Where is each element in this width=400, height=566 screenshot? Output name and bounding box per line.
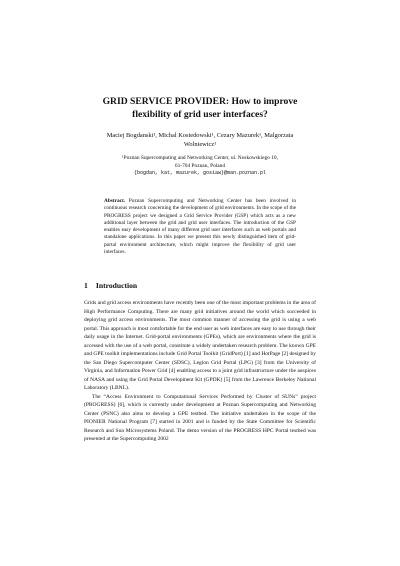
affiliation (80, 155, 320, 178)
section-number: 1 (84, 281, 88, 290)
authors-line-2: Wolniewicz¹ (183, 141, 217, 148)
paper-title (60, 95, 340, 121)
section-heading (84, 281, 137, 291)
paragraph-1: Grids and grid access environments have recently been one of the most important problems in the area of High Performance Computing. There are many grid initiatives around the world which succeeded in deploying grid access environments. The most common manner of accessing the grid is using a web portal. This approach is most comfortable for the end user as web interfaces are easy to use through their daily usage in the Internet. Grid-portal environments (GPEs), which are environments where the grid is accessed with the use of a web portal, constitute a widely undertaken research problem. The known GPE and GPE toolkit implementations include Grid Portal Toolkit (GridPort) [1] and HotPage [2] designed by the San Diego Supercomputer Center (SDSC), Legion Grid Portal (LPG) [3] from the University of Virginia, and Information Power Grid [4] enabling access to a joint grid infrastructure under the auspices of NASA and using the Grid Portal Development Kit (GPDK) [5] from the Lawrence Berkeley National Laboratory (LBNL). (84, 300, 316, 391)
title-line-2: flexibility of grid user interfaces? (132, 109, 268, 120)
author-emails: {bogdan, kat, mazurek, gosiaw}@man.poznan.pl (133, 170, 267, 176)
abstract-label: Abstract. (104, 198, 126, 204)
section-title: Introduction (95, 281, 138, 290)
body-text (84, 299, 316, 444)
abstract-text: Poznan Supercomputing and Networking Center has been involved in continuous research concerning the development of grid environments. In the scope of the PROGRESS project we designed a Grid Service Provider (GSP) which acts as a new additional layer between the grid and grid user interfaces. The introduction of the GSP enables easy development of many different grid user interfaces such as web portals and standalone applications. In this paper we present this newly distinguished item of grid-portal environment architecture, which might improve the flexibility of grid user interfaces. (104, 198, 296, 256)
authors (70, 131, 330, 149)
paragraph-2: The “Access Environment to Computational Services Performed by Cluster of SUNs” project (PROGRESS) [6], which is currently under development at Poznan Supercomputing and Networking Center (PSNC) also aims to develop a GPE testbed. The initiative undertaken in the scope of the PIONIER National Program [7] started in 2001 and is funded by the State Committee for Scientific Research and Sun Microsystems Poland. The demo version of the PROGRESS HPC Portal testbed was presented at the Supercomputing 2002 (84, 393, 316, 442)
authors-line-1: Maciej Bogdanski¹, Michal Kosiedowski¹, Cezary Mazurek¹, Malgorzata (106, 132, 294, 139)
affiliation-line-1: ¹Poznan Supercomputing and Networking Center, ul. Noskowskiego 10, (122, 155, 278, 161)
affiliation-line-2: 61-704 Poznan, Poland (174, 162, 226, 169)
abstract (104, 198, 296, 256)
title-line-1: GRID SERVICE PROVIDER: How to improve (102, 96, 298, 107)
